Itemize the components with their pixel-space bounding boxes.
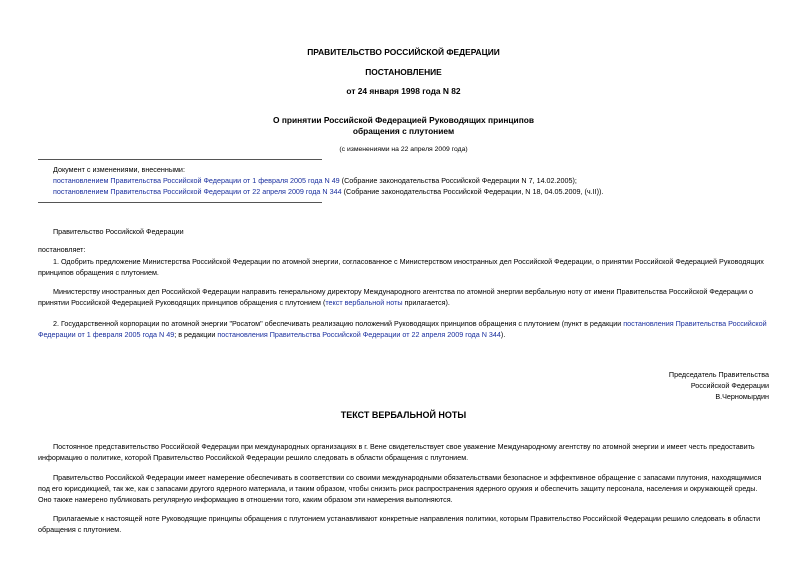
- amend-item-1: постановлением Правительства Российской Федерации от 1 февраля 2005 года N 49 (Собрание законодательства Российской Федерации N 7, 14.02.2005);: [53, 176, 577, 185]
- amend-intro: Документ с изменениями, внесенными:: [53, 165, 185, 174]
- edit-link-2009[interactable]: постановления Правительства Российской Федерации от 22 апреля 2009 года N 344: [217, 330, 501, 339]
- changes-note: (с изменениями на 22 апреля 2009 года): [339, 146, 468, 153]
- verbal-note-heading: ТЕКСТ ВЕРБАЛЬНОЙ НОТЫ: [340, 410, 467, 420]
- signature-position: Председатель Правительства: [668, 370, 769, 379]
- amend-link-2005[interactable]: постановлением Правительства Российской Федерации от 1 февраля 2005 года N 49: [53, 176, 340, 185]
- verbal-note-link[interactable]: текст вербальной ноты: [325, 298, 403, 307]
- amend-link-2009[interactable]: постановлением Правительства Российской Федерации от 22 апреля 2009 года N 344: [53, 187, 342, 196]
- document-type: ПОСТАНОВЛЕНИЕ: [365, 67, 442, 77]
- signature-country: Российской Федерации: [690, 381, 769, 390]
- amend-item-2: постановлением Правительства Российской Федерации от 22 апреля 2009 года N 344 (Собрание законодательства Российской Федерации, N 18, 04.05.2009, (ч.II)).: [53, 187, 604, 196]
- divider-top: [38, 159, 322, 160]
- note-paragraph-3: Прилагаемые к настоящей ноте Руководящие принципы обращения с плутонием устанавливают конкретные направления политики, которым Правительство Российской Федерации решило следовать в области обращения с плутонием.: [38, 514, 761, 534]
- signature-block: [669, 369, 769, 402]
- signature-name: В.Черномырдин: [715, 392, 769, 401]
- document-title-line1: О принятии Российской Федерацией Руководящих принципов: [272, 115, 535, 125]
- paragraph-2: 2. Государственной корпорации по атомной энергии "Росатом" обеспечивать реализацию положений Руководящих принципов обращения с плутонием (пункт в редакции постановления Правительства Российской Федерации от 1 февраля 2005 года N 49; в редакции постановления Правительства Российской Федерации от 22 апреля 2009 года N 344).: [38, 319, 767, 339]
- edit-link-2005[interactable]: постановления Правительства Российской Федерации от 1 февраля 2005 года N 49: [38, 319, 767, 339]
- decrees-label: постановляет:: [38, 245, 86, 254]
- note-paragraph-1: Постоянное представительство Российской Федерации при международных организациях в г. Вене свидетельствует свое уважение Международному агентству по атомной энергии и имеет честь предоставить информацию о политике, которой Правительство Российской Федерации решило следовать в области обращения с плутонием.: [38, 442, 755, 462]
- paragraph-1b: Министерству иностранных дел Российской Федерации направить генеральному директору Международного агентства по атомной энергии вербальную ноту от имени Правительства Российской Федерации о принятии Российской Федерацией Руководящих принципов обращения с плутонием (текст вербальной ноты прилагается).: [38, 287, 754, 307]
- government-heading: ПРАВИТЕЛЬСТВО РОССИЙСКОЙ ФЕДЕРАЦИИ: [307, 47, 500, 57]
- document-title-line2: обращения с плутонием: [352, 126, 455, 136]
- divider-bottom: [38, 202, 322, 203]
- document-date: от 24 января 1998 года N 82: [346, 86, 461, 96]
- note-paragraph-2: Правительство Российской Федерации имеет намерение обеспечивать в соответствии со своими международными обязательствами безопасное и эффективное обращение с запасами плутония, находящимися под его юрисдикцией, так же, как с запасами другого ядерного материала, и таким образом, чтобы снизить риск распространения ядерного оружия и обеспечить защиту персонала, населения и окружающей среды. Оно также намерено публиковать регулярную информацию в отношении того, каким образом эти намерения выполняются.: [38, 473, 762, 504]
- paragraph-1: 1. Одобрить предложение Министерства Российской Федерации по атомной энергии, согласованное с Министерством иностранных дел Российской Федерации, о принятии Российской Федерацией Руководящих принципов обращения с плутонием.: [38, 257, 764, 277]
- gov-rf: Правительство Российской Федерации: [53, 227, 184, 236]
